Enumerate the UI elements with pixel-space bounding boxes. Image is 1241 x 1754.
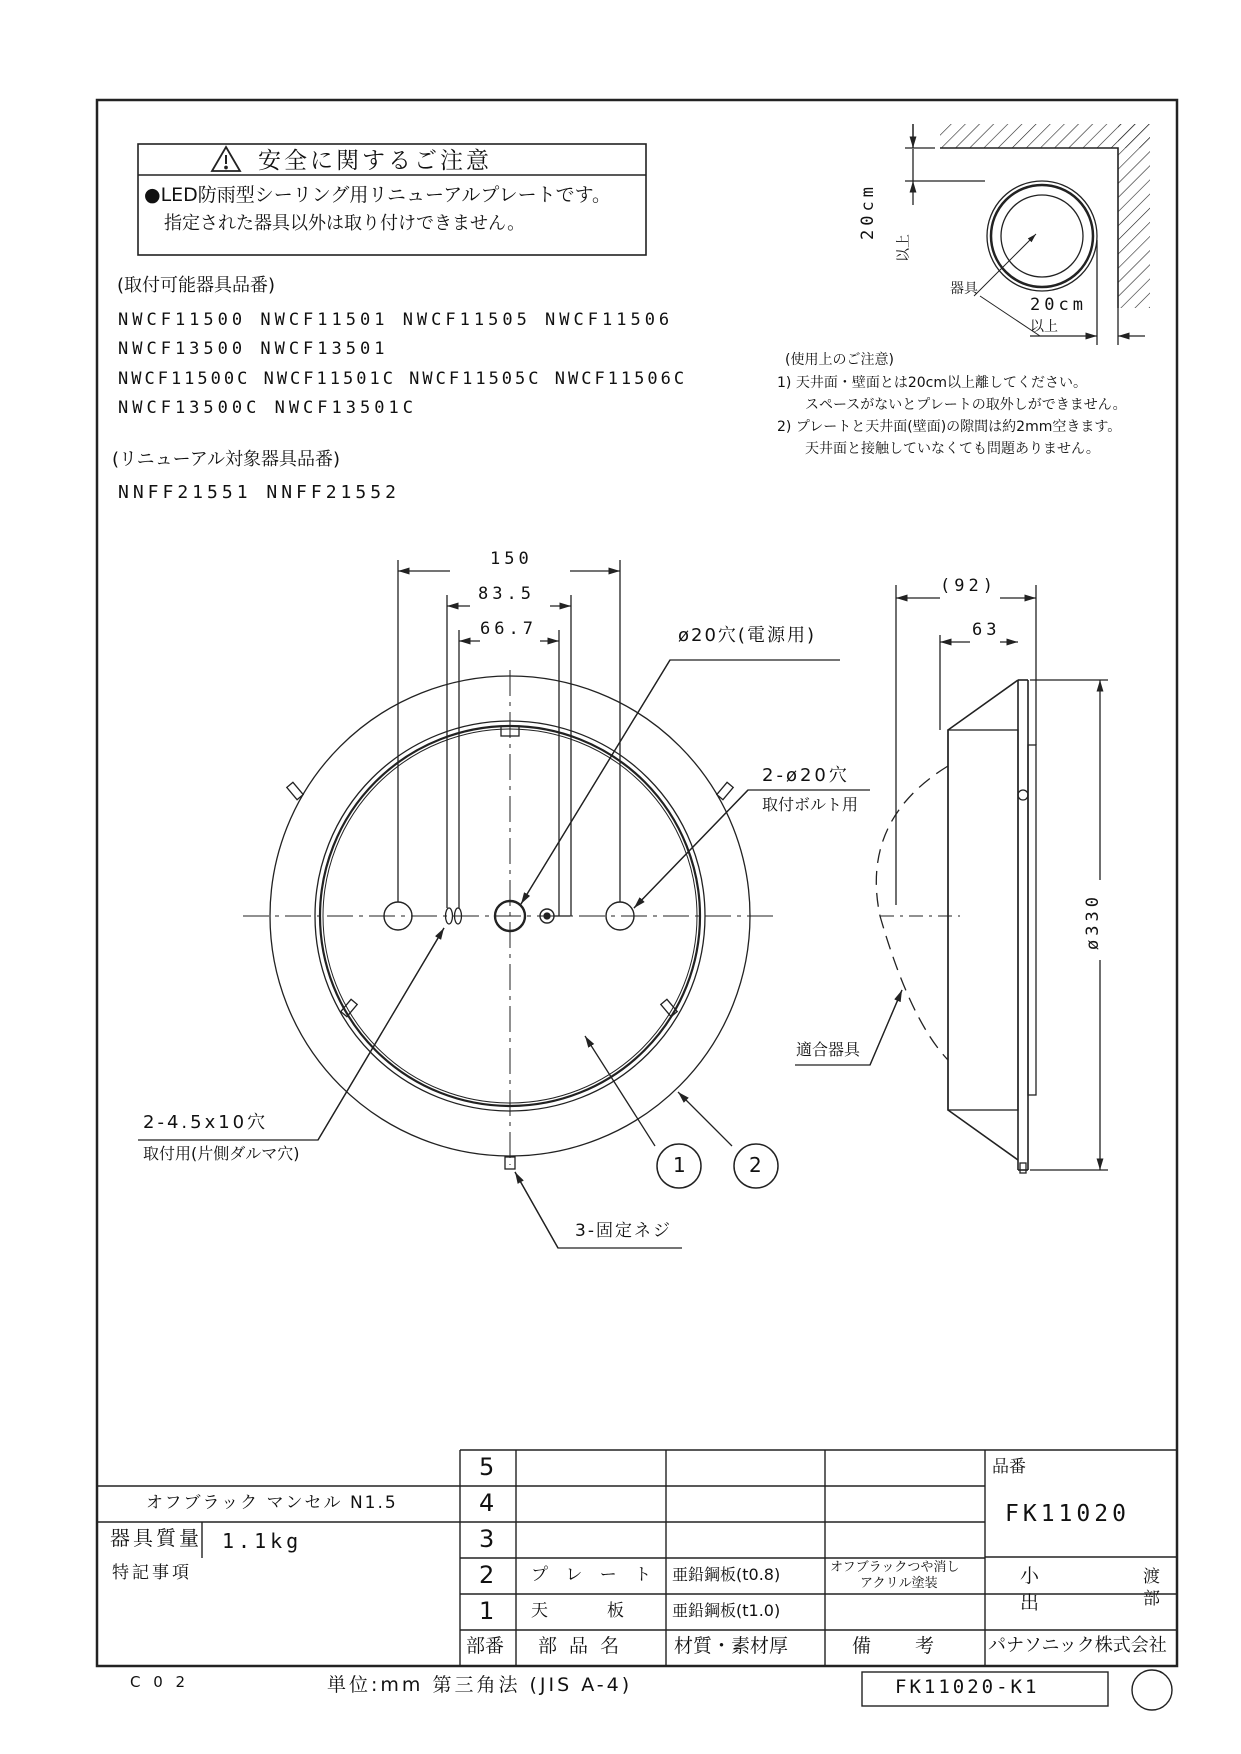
usage-notes-heading: (使用上のご注意) [785,352,894,368]
dim-330: ø330 [1083,893,1103,950]
header-remark: 備 考 [852,1635,937,1657]
revision-code: C 0 2 [130,1673,190,1691]
safety-title: 安全に関するご注意 [258,148,492,174]
row-1-name: 天 板 [531,1601,626,1621]
notes-label: 特記事項 [112,1563,192,1583]
outer-frame [97,100,1177,1666]
usage-note-3: 2) プレートと天井面(壁面)の隙間は約2mm空きます。 [777,419,1122,435]
compatible-row-4: NWCF13500C NWCF13501C [118,398,417,418]
screws-label: 3-固定ネジ [575,1221,672,1241]
side-view [795,585,1108,1173]
compatible-row-2: NWCF13500 NWCF13501 [118,339,389,359]
usage-note-4: 天井面と接触していなくても問題ありません。 [805,441,1100,457]
clearance-horizontal-suffix: 以上 [1030,319,1058,335]
company-name: パナソニック株式会社 [988,1635,1167,1656]
clearance-horizontal-label: 20cm [1030,295,1087,315]
bolt-holes-label: 2-ø20穴 [762,765,850,786]
row-2-remark-2: アクリル塗装 [860,1576,938,1591]
color-spec: オフブラック マンセル N1.5 [146,1493,398,1513]
part-2-bubble: 2 [749,1153,762,1177]
part-number: FK11020 [1005,1501,1130,1527]
compatible-row-1: NWCF11500 NWCF11501 NWCF11505 NWCF11506 [118,310,674,330]
renewal-heading: (リニューアル対象器具品番) [112,449,341,470]
part-1-bubble: 1 [673,1153,686,1177]
drawn-small: 小 [1020,1565,1040,1587]
dim-63: 63 [972,620,1001,640]
drawn-be: 部 [1143,1589,1160,1609]
compatible-row-3: NWCF11500C NWCF11501C NWCF11505C NWCF11506C [118,369,688,389]
safety-line-1: ●LED防雨型シーリング用リニューアルプレートです。 [144,184,612,206]
mass-label: 器具質量 [110,1526,202,1550]
usage-note-2: スペースがないとプレートの取外しができません。 [805,397,1127,413]
drawn-out: 出 [1020,1592,1040,1614]
dim-83-5: 83.5 [478,584,535,604]
header-no: 部番 [466,1635,505,1657]
row-2-no: 2 [479,1561,495,1589]
row-1-no: 1 [479,1597,495,1625]
row-4-no: 4 [479,1489,495,1517]
fixture-label: 適合器具 [796,1040,861,1059]
dim-66-7: 66.7 [480,619,537,639]
power-hole-label: ø20穴(電源用) [678,625,816,646]
drawing-number: FK11020-K1 [895,1676,1040,1698]
part-number-label: 品番 [992,1457,1026,1477]
clearance-vertical-label: 20cm [858,183,878,240]
mass-value: 1.1kg [222,1529,303,1553]
row-2-name: プ レ ー ト [531,1565,658,1585]
row-2-remark: オフブラックつや消し [830,1560,960,1575]
clearance-diagram [905,124,1150,345]
usage-note-1: 1) 天井面・壁面とは20cm以上離してください。 [777,375,1087,391]
bolt-holes-sub: 取付ボルト用 [762,795,859,814]
dim-150: 150 [490,549,533,569]
dim-92: (92) [940,576,997,596]
renewal-row: NNFF21551 NNFF21552 [118,482,400,503]
drawn-wata: 渡 [1143,1567,1160,1587]
row-5-no: 5 [479,1453,495,1481]
row-1-material: 亜鉛鋼板(t1.0) [672,1601,781,1620]
safety-line-2: 指定された器具以外は取り付けできません。 [164,213,526,234]
compatible-heading: (取付可能器具品番) [117,275,276,296]
clearance-fixture-label: 器具 [950,281,978,297]
clearance-vertical-suffix: 以上 [896,234,912,262]
units-note: 単位:mm 第三角法 (JIS A-4) [327,1674,633,1696]
header-name: 部 品 名 [538,1635,623,1657]
row-2-material: 亜鉛鋼板(t0.8) [672,1565,781,1584]
slot-holes-label: 2-4.5x10穴 [143,1112,269,1133]
row-3-no: 3 [479,1525,495,1553]
slot-holes-sub: 取付用(片側ダルマ穴) [143,1144,300,1163]
header-material: 材質・素材厚 [674,1635,789,1657]
